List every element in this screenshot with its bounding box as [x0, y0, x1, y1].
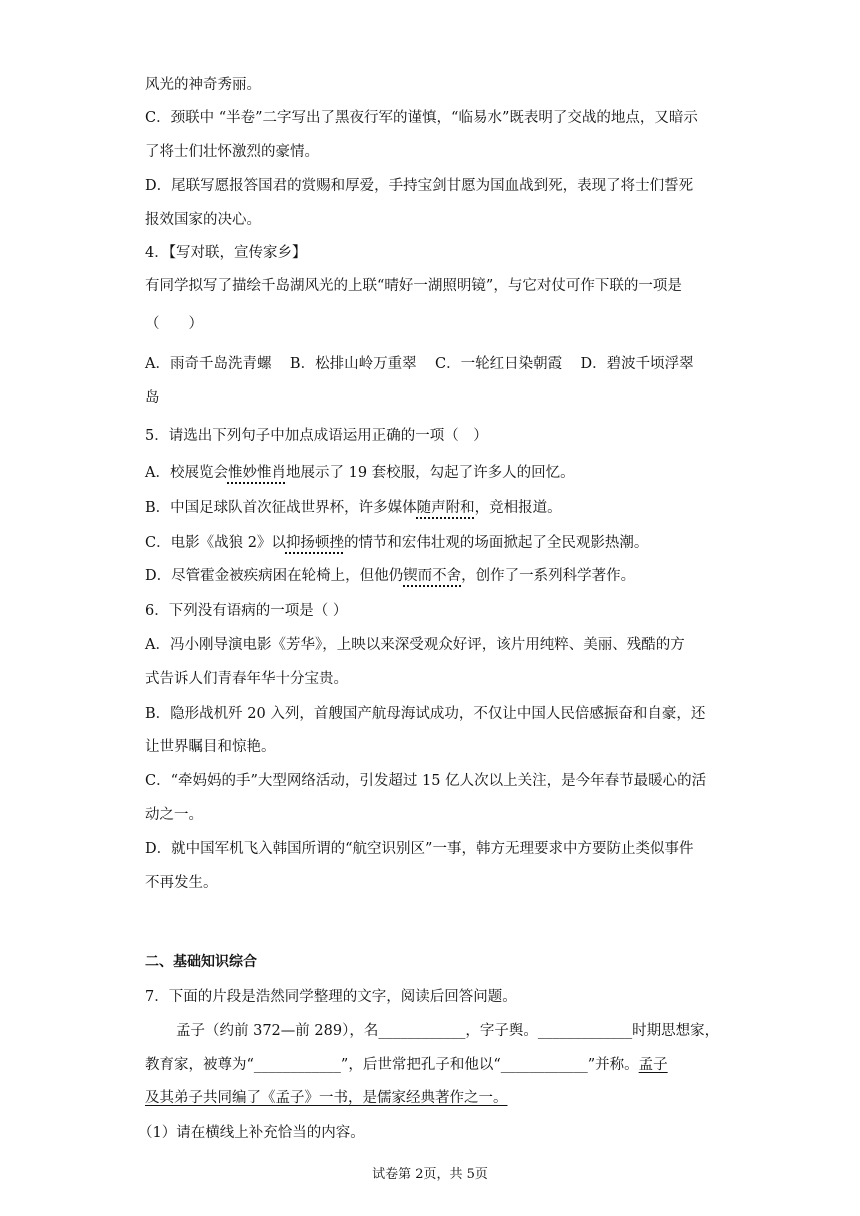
q5-a-idiom: 惟妙惟肖	[227, 465, 286, 481]
q3-option-d-line2: 报效国家的决心。	[145, 212, 261, 228]
q5-option-d	[145, 566, 725, 586]
q4-option-b: B．松排山岭万重翠	[289, 356, 417, 372]
q5-option-b	[145, 498, 725, 518]
q6-option-b-line1: B．隐形战机歼 20 入列，首艘国产航母海试成功，不仅让中国人民倍感振奋和自豪，还	[145, 706, 706, 722]
q7-passage-line3	[145, 1088, 725, 1108]
q4-title: 4．【写对联，宣传家乡】	[145, 245, 307, 261]
text-line: 风光的神奇秀丽。	[145, 77, 261, 93]
q4-options	[145, 354, 725, 374]
q6-option-c-line2: 动之一。	[145, 807, 203, 823]
q3-option-c-line1: C．颈联中 “半卷”二字写出了黑夜行军的谨慎，“临易水”既表明了交战的地点，又暗示	[145, 110, 698, 126]
q5-b-text: B．中国足球队首次征战世界杯，许多媒体	[145, 500, 417, 516]
q7-underlined-sentence: 及其弟子共同编了《孟子》一书，是儒家经典著作之一。	[145, 1090, 508, 1106]
q3-option-d-line1: D．尾联写愿报答国君的赏赐和厚爱，手持宝剑甘愿为国血战到死，表现了将士们誓死	[145, 178, 694, 194]
page-footer: 试卷第 2页，共 5页	[372, 1167, 488, 1182]
q6-option-d-line1: D．就中国军机飞入韩国所谓的“航空识别区”一事，韩方无理要求中方要防止类似事件	[145, 841, 694, 857]
q4-option-a: A．雨奇千岛洗青螺	[145, 356, 272, 372]
q4-stem: 有同学拟写了描绘千岛湖风光的上联“晴好一湖照明镜”，与它对仗可作下联的一项是	[145, 278, 682, 294]
q5-d-idiom: 锲而不舍	[403, 568, 462, 584]
q5-title: 5．请选出下列句子中加点成语运用正确的一项（ ）	[145, 428, 488, 444]
q3-option-c-line2: 了将士们壮怀激烈的豪情。	[145, 144, 319, 160]
q6-option-a-line2: 式告诉人们青春年华十分宝贵。	[145, 671, 348, 687]
q7-underlined-text: 孟子	[638, 1057, 668, 1073]
q6-option-b-line2: 让世界瞩目和惊艳。	[145, 739, 276, 755]
q5-d-text: D．尽管霍金被疾病困在轮椅上，但他仍	[145, 568, 404, 584]
q5-option-c	[145, 533, 725, 553]
q5-c-text: C．电影《战狼 2》以	[145, 535, 286, 551]
q7-passage-line1: 孟子（约前 372—前 289），名____________，字子舆。_____________时期思想家，	[176, 1023, 720, 1039]
q6-option-c-line1: C．“牵妈妈的手”大型网络活动，引发超过 15 亿人次以上关注，是今年春节最暖心的活	[145, 773, 707, 789]
q5-a-text: A．校展览会	[145, 465, 228, 481]
q4-answer-paren: （ ）	[145, 316, 203, 332]
q4-option-c: C．一轮红日染朝霞	[435, 356, 563, 372]
q7-passage-text: 教育家，被尊为“____________”，后世常把孔子和他以“____________”并称。	[145, 1057, 639, 1073]
q7-passage-line2	[145, 1055, 725, 1075]
q6-option-a-line1: A．冯小刚导演电影《芳华》，上映以来深受观众好评，该片用纯粹、美丽、残酷的方	[145, 637, 685, 653]
q5-a-text2: 地展示了 19 套校服，勾起了许多人的回忆。	[285, 465, 575, 481]
q5-d-text2: ，创作了一系列科学著作。	[461, 568, 636, 584]
q5-b-idiom: 随声附和	[416, 500, 475, 516]
q4-option-d-cont: 岛	[145, 390, 160, 406]
q4-option-d: D．碧波千顷浮翠	[580, 356, 694, 372]
q7-subquestion-1: （1）请在横线上补充恰当的内容。	[138, 1125, 365, 1141]
q6-option-d-line2: 不再发生。	[145, 875, 218, 891]
q5-c-text2: 的情节和宏伟壮观的场面掀起了全民观影热潮。	[343, 535, 649, 551]
q5-b-text2: ，竞相报道。	[474, 500, 562, 516]
q7-title: 7．下面的片段是浩然同学整理的文字，阅读后回答问题。	[145, 989, 517, 1005]
q5-option-a	[145, 463, 725, 483]
q6-title: 6．下列没有语病的一项是（ ）	[145, 603, 348, 619]
q5-c-idiom: 抑扬顿挫	[285, 535, 344, 551]
section-heading: 二、基础知识综合	[145, 954, 257, 970]
